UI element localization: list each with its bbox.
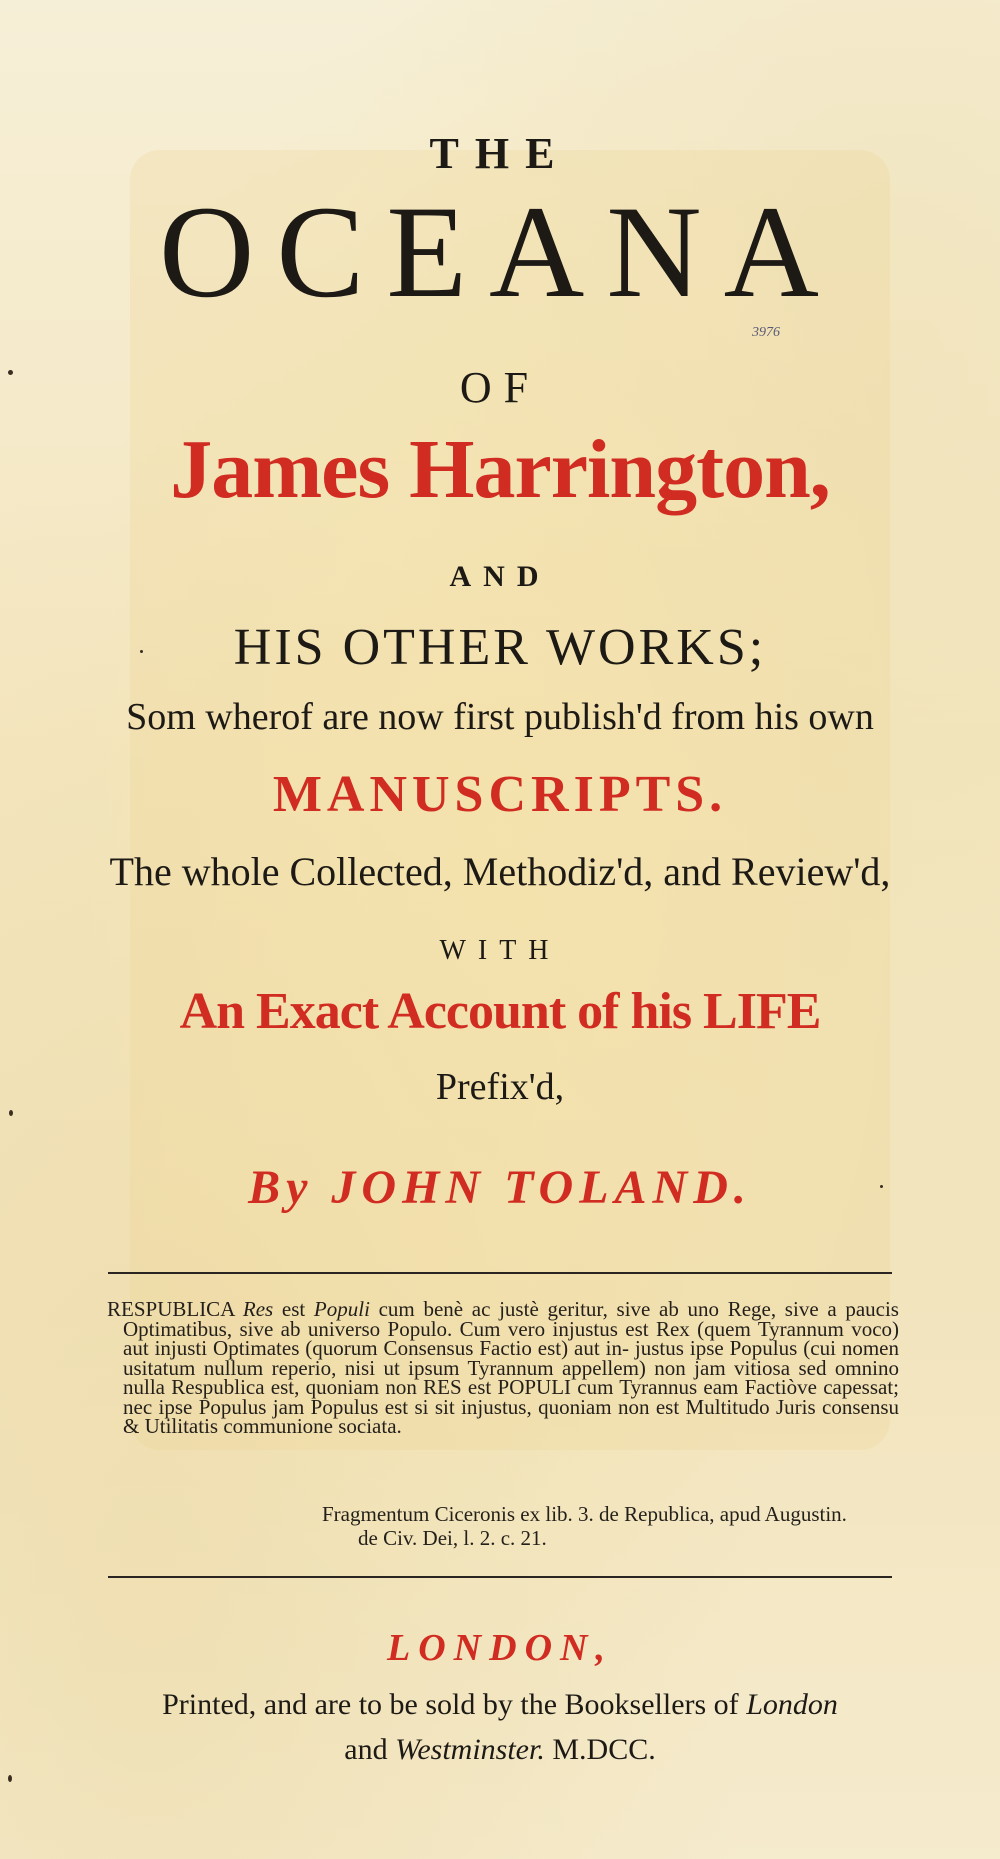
title-the: THE [429, 129, 571, 178]
ink-speck [8, 370, 13, 375]
epigraph-line-5: appellem) non jam vitiosa sed omnino nulla Respublica est, quoniam non RES est [123, 1355, 899, 1399]
epigraph-line-3: Tyrannum voco) aut injusti Optimates (quorum Consensus Factio est) aut in- [123, 1316, 900, 1360]
lower-rule [108, 1576, 892, 1578]
epigraph-est: est [273, 1297, 314, 1321]
epigraph-line1-rest: cum benè ac justè geritur, sive ab uno Rege, sive [369, 1297, 819, 1321]
epigraph-line-1 [107, 1297, 900, 1438]
epigraph-line-6: POPULI cum Tyrannus eam Factiòve capessat; nec ipse Populus jam Populus est [123, 1375, 900, 1419]
epigraph-lead: RESPUBLICA [107, 1297, 235, 1321]
epigraph-citation [322, 1502, 902, 1550]
title-with: WITH [439, 935, 561, 966]
title-and: AND [449, 560, 551, 593]
prefixd-line: Prefix'd, [435, 1066, 565, 1108]
epigraph-line-2: a paucis Optimatibus, sive ab universo Populo. Cum vero injustus est Rex (quem [123, 1297, 899, 1341]
ink-speck [140, 650, 143, 653]
imprint-and: and [344, 1733, 396, 1766]
subtitle-som-wherof: Som wherof are now first publish'd from his own [126, 696, 874, 738]
editor-byline: By JOHN TOLAND. [248, 1161, 752, 1214]
ink-speck [880, 1185, 883, 1188]
ink-speck [9, 1110, 13, 1116]
title-oceana: OCEANA [159, 178, 841, 325]
upper-rule [108, 1272, 892, 1274]
ink-speck [8, 1775, 12, 1782]
other-works-heading: HIS OTHER WORKS; [233, 619, 767, 676]
author-name: James Harrington, [170, 423, 830, 516]
epigraph-line-4: justus ipse Populus (cui nomen usitatum nullum reperio, nisi ut ipsum Tyrannum [123, 1336, 899, 1380]
citation-line-1: Fragmentum Ciceronis ex lib. 3. de Republica, apud Augustin. [322, 1502, 847, 1526]
imprint-printed-line [0, 1688, 1000, 1722]
subtitle-collected: The whole Collected, Methodiz'd, and Review'd, [109, 849, 891, 894]
epigraph-res: Res [242, 1297, 274, 1321]
imprint-london-italic: London [746, 1688, 838, 1721]
latin-epigraph [107, 1297, 900, 1438]
epigraph-line-7: si sit injustus, quoniam non est Multitudo Juris consensu & Utilitatis communione [123, 1394, 899, 1438]
citation-line-2: de Civ. Dei, l. 2. c. 21. [358, 1526, 547, 1550]
imprint-westminster-line [0, 1733, 1000, 1767]
imprint-city: LONDON, [387, 1627, 613, 1669]
imprint-printed-prefix: Printed, and are to be sold by the Booksellers of [162, 1688, 747, 1721]
handwritten-annotation: 3976 [752, 325, 780, 340]
epigraph-line-8: sociata. [338, 1414, 402, 1438]
imprint-westminster-italic: Westminster. [395, 1733, 545, 1766]
title-of: OF [459, 363, 541, 412]
epigraph-populi: Populi [313, 1297, 370, 1321]
imprint-year: M.DCC. [544, 1733, 656, 1766]
life-account-heading: An Exact Account of his LIFE [179, 983, 821, 1040]
manuscripts-heading: MANUSCRIPTS. [272, 766, 728, 823]
